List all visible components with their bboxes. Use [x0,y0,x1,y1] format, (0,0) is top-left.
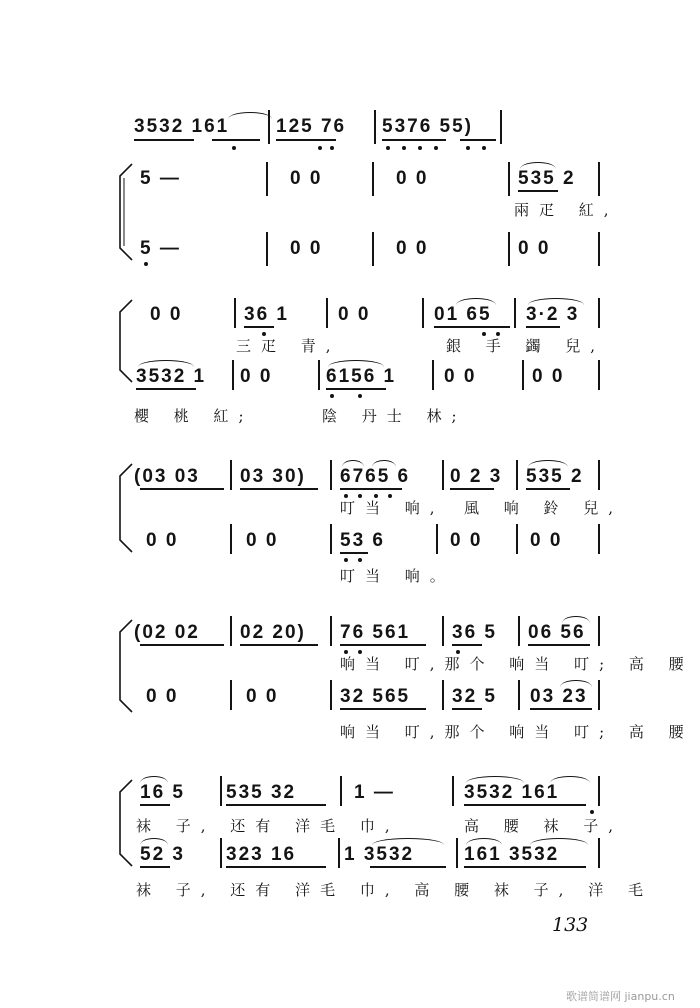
barline [234,298,236,328]
barline [230,524,232,554]
barline [508,232,510,266]
voice2-measure-5: 0 0 [530,530,563,551]
barline [522,360,524,390]
voice2-measure-2: 0 0 [290,238,323,259]
barline [598,360,600,390]
voice2-measure-5: 03 23 [530,686,588,707]
barline [598,232,600,266]
barline [442,680,444,710]
underline [526,326,560,328]
underline [276,139,336,141]
underline [464,804,586,806]
voice1-measure-5: 3·2 3 [526,304,580,325]
slur [456,298,496,305]
barline [432,360,434,390]
barline [330,680,332,710]
voice1-measure-5: 06 56 [528,622,586,643]
page-number: 133 [552,914,589,936]
barline [330,460,332,490]
voice2-measure-3: 1 3532 [344,844,415,865]
barline [422,298,424,328]
slur [140,838,168,845]
voice2-measure-1: 0 0 [146,686,179,707]
underline [326,388,386,390]
slur [328,360,384,367]
voice1-measure-3: 76 561 [340,622,411,643]
barline [598,776,600,806]
octave-dot [590,810,594,814]
lyrics-line: 銀 手 蠲 兒, [446,337,606,355]
lyrics-line: 櫻 桃 紅; [134,407,254,425]
underline [140,488,224,490]
lyrics-line: 叮当 响, [340,499,445,517]
barline [500,110,502,144]
voice1-measure-1: 5 — [140,168,181,189]
barline [598,524,600,554]
barline [518,616,520,646]
barline [456,838,458,868]
underline [340,708,426,710]
underline [244,326,274,328]
barline [514,298,516,328]
barline [372,162,374,196]
octave-dot [418,146,422,150]
barline [340,776,342,806]
barline [598,616,600,646]
lyrics-line: 袜 子, 还有 洋毛 巾, 高 腰 袜 子, 洋 毛 [136,881,653,899]
octave-dot [330,146,334,150]
voice1-measure-1: 0 0 [150,304,183,325]
underline [240,644,318,646]
slur [530,838,588,845]
lyrics-line: 叮当 响。 [340,567,455,585]
barline [330,616,332,646]
voice1-measure-3: 0 0 [338,304,371,325]
barline [372,232,374,266]
octave-dot [402,146,406,150]
barline [318,360,320,390]
voice2-measure-4: 0 0 [518,238,551,259]
octave-dot [318,146,322,150]
barline [220,776,222,806]
watermark: 歌谱简谱网 jianpu.cn [566,990,675,1003]
barline [442,616,444,646]
voice1-measure-4: 01 65 [434,304,492,325]
upper-measure-3: 5376 55) [382,116,474,137]
voice1-measure-2: 02 20) [240,622,306,643]
underline [518,190,558,192]
barline [442,460,444,490]
voice1-measure-2: 36 1 [244,304,289,325]
lyrics-line: 响当 叮,那个 响当 叮; 高 腰 [340,655,694,673]
octave-dot [482,146,486,150]
octave-dot [330,394,334,398]
lyrics-line: 三疋 青, [236,337,341,355]
underline [450,488,494,490]
voice2-measure-4: 161 3532 [464,844,560,865]
barline [268,110,270,144]
underline [140,866,170,868]
slur [528,298,584,305]
underline [226,804,326,806]
voice2-measure-3: 53 6 [340,530,385,551]
underline [340,644,426,646]
voice1-measure-3: 6765 6 [340,466,411,487]
slur [466,776,524,783]
voice1-measure-4: 3532 161 [464,782,560,803]
octave-dot [232,146,236,150]
brace [116,160,138,264]
slur [550,776,590,783]
voice2-measure-4: 32 5 [452,686,497,707]
voice1-measure-1: 16 5 [140,782,185,803]
underline [140,804,170,806]
underline [134,139,194,141]
slur [140,776,168,783]
voice1-measure-2: 03 30) [240,466,306,487]
underline [240,488,318,490]
upper-measure-2: 125 76 [276,116,347,137]
barline [598,460,600,490]
voice1-measure-4: 535 2 [518,168,576,189]
lyrics-line: 風 响 鈴 兒, [464,499,624,517]
underline [464,866,586,868]
voice2-measure-2: 0 0 [240,366,273,387]
voice2-measure-2: 0 0 [246,530,279,551]
lyrics-line: 高 腰 袜 子, [464,817,624,835]
barline [598,680,600,710]
lyrics-line: 兩疋 紅, [514,201,619,219]
voice2-measure-5: 0 0 [532,366,565,387]
barline [598,162,600,196]
voice2-measure-3: 0 0 [396,238,429,259]
underline [382,139,446,141]
barline [220,838,222,868]
barline [330,524,332,554]
barline [452,776,454,806]
octave-dot [358,558,362,562]
voice1-measure-2: 0 0 [290,168,323,189]
brace [116,776,138,870]
underline [452,708,482,710]
underline [452,644,482,646]
octave-dot [358,394,362,398]
underline [340,552,368,554]
voice1-measure-2: 535 32 [226,782,297,803]
barline [326,298,328,328]
underline [526,488,570,490]
voice2-measure-3: 32 565 [340,686,411,707]
barline [516,460,518,490]
barline [516,524,518,554]
slur [466,838,502,845]
slur [372,838,444,845]
lyrics-line: 响当 叮,那个 响当 叮; 高 腰 [340,723,694,741]
barline [374,110,376,144]
voice2-measure-3: 6156 1 [326,366,397,387]
barline [266,162,268,196]
barline [508,162,510,196]
underline [212,139,260,141]
slur [342,460,364,467]
barline [230,616,232,646]
upper-measure-1: 3532 161 [134,116,230,137]
slur [228,112,272,119]
voice1-measure-3: 1 — [354,782,395,803]
underline [370,866,446,868]
slur [138,360,194,367]
barline [232,360,234,390]
voice2-measure-1: 52 3 [140,844,185,865]
slur [520,162,556,169]
voice2-measure-2: 0 0 [246,686,279,707]
barline [230,460,232,490]
octave-dot [434,146,438,150]
barline [598,838,600,868]
voice1-measure-4: 36 5 [452,622,497,643]
underline [528,644,590,646]
voice2-measure-1: 5 — [140,238,181,259]
underline [340,488,402,490]
barline [436,524,438,554]
underline [136,388,196,390]
octave-dot [386,146,390,150]
brace [116,296,138,386]
octave-dot [344,558,348,562]
underline [434,326,510,328]
barline [338,838,340,868]
voice1-measure-1: (02 02 [134,622,200,643]
voice1-measure-4: 0 2 3 [450,466,503,487]
lyrics-line: 袜 子, 还有 洋毛 巾, [136,817,400,835]
slur [528,460,568,467]
barline [598,298,600,328]
voice2-measure-4: 0 0 [444,366,477,387]
underline [140,644,224,646]
voice2-measure-1: 0 0 [146,530,179,551]
underline [226,866,326,868]
octave-dot [144,262,148,266]
voice1-measure-3: 0 0 [396,168,429,189]
barline [518,680,520,710]
voice1-measure-5: 535 2 [526,466,584,487]
voice2-measure-1: 3532 1 [136,366,207,387]
barline [266,232,268,266]
slur [372,460,396,467]
slur [560,680,592,687]
underline [460,139,496,141]
voice1-measure-1: (03 03 [134,466,200,487]
barline [230,680,232,710]
lyrics-line: 陰 丹士 林; [322,407,467,425]
voice2-measure-4: 0 0 [450,530,483,551]
slur [562,616,590,623]
octave-dot [466,146,470,150]
underline [530,708,592,710]
voice2-measure-2: 323 16 [226,844,297,865]
